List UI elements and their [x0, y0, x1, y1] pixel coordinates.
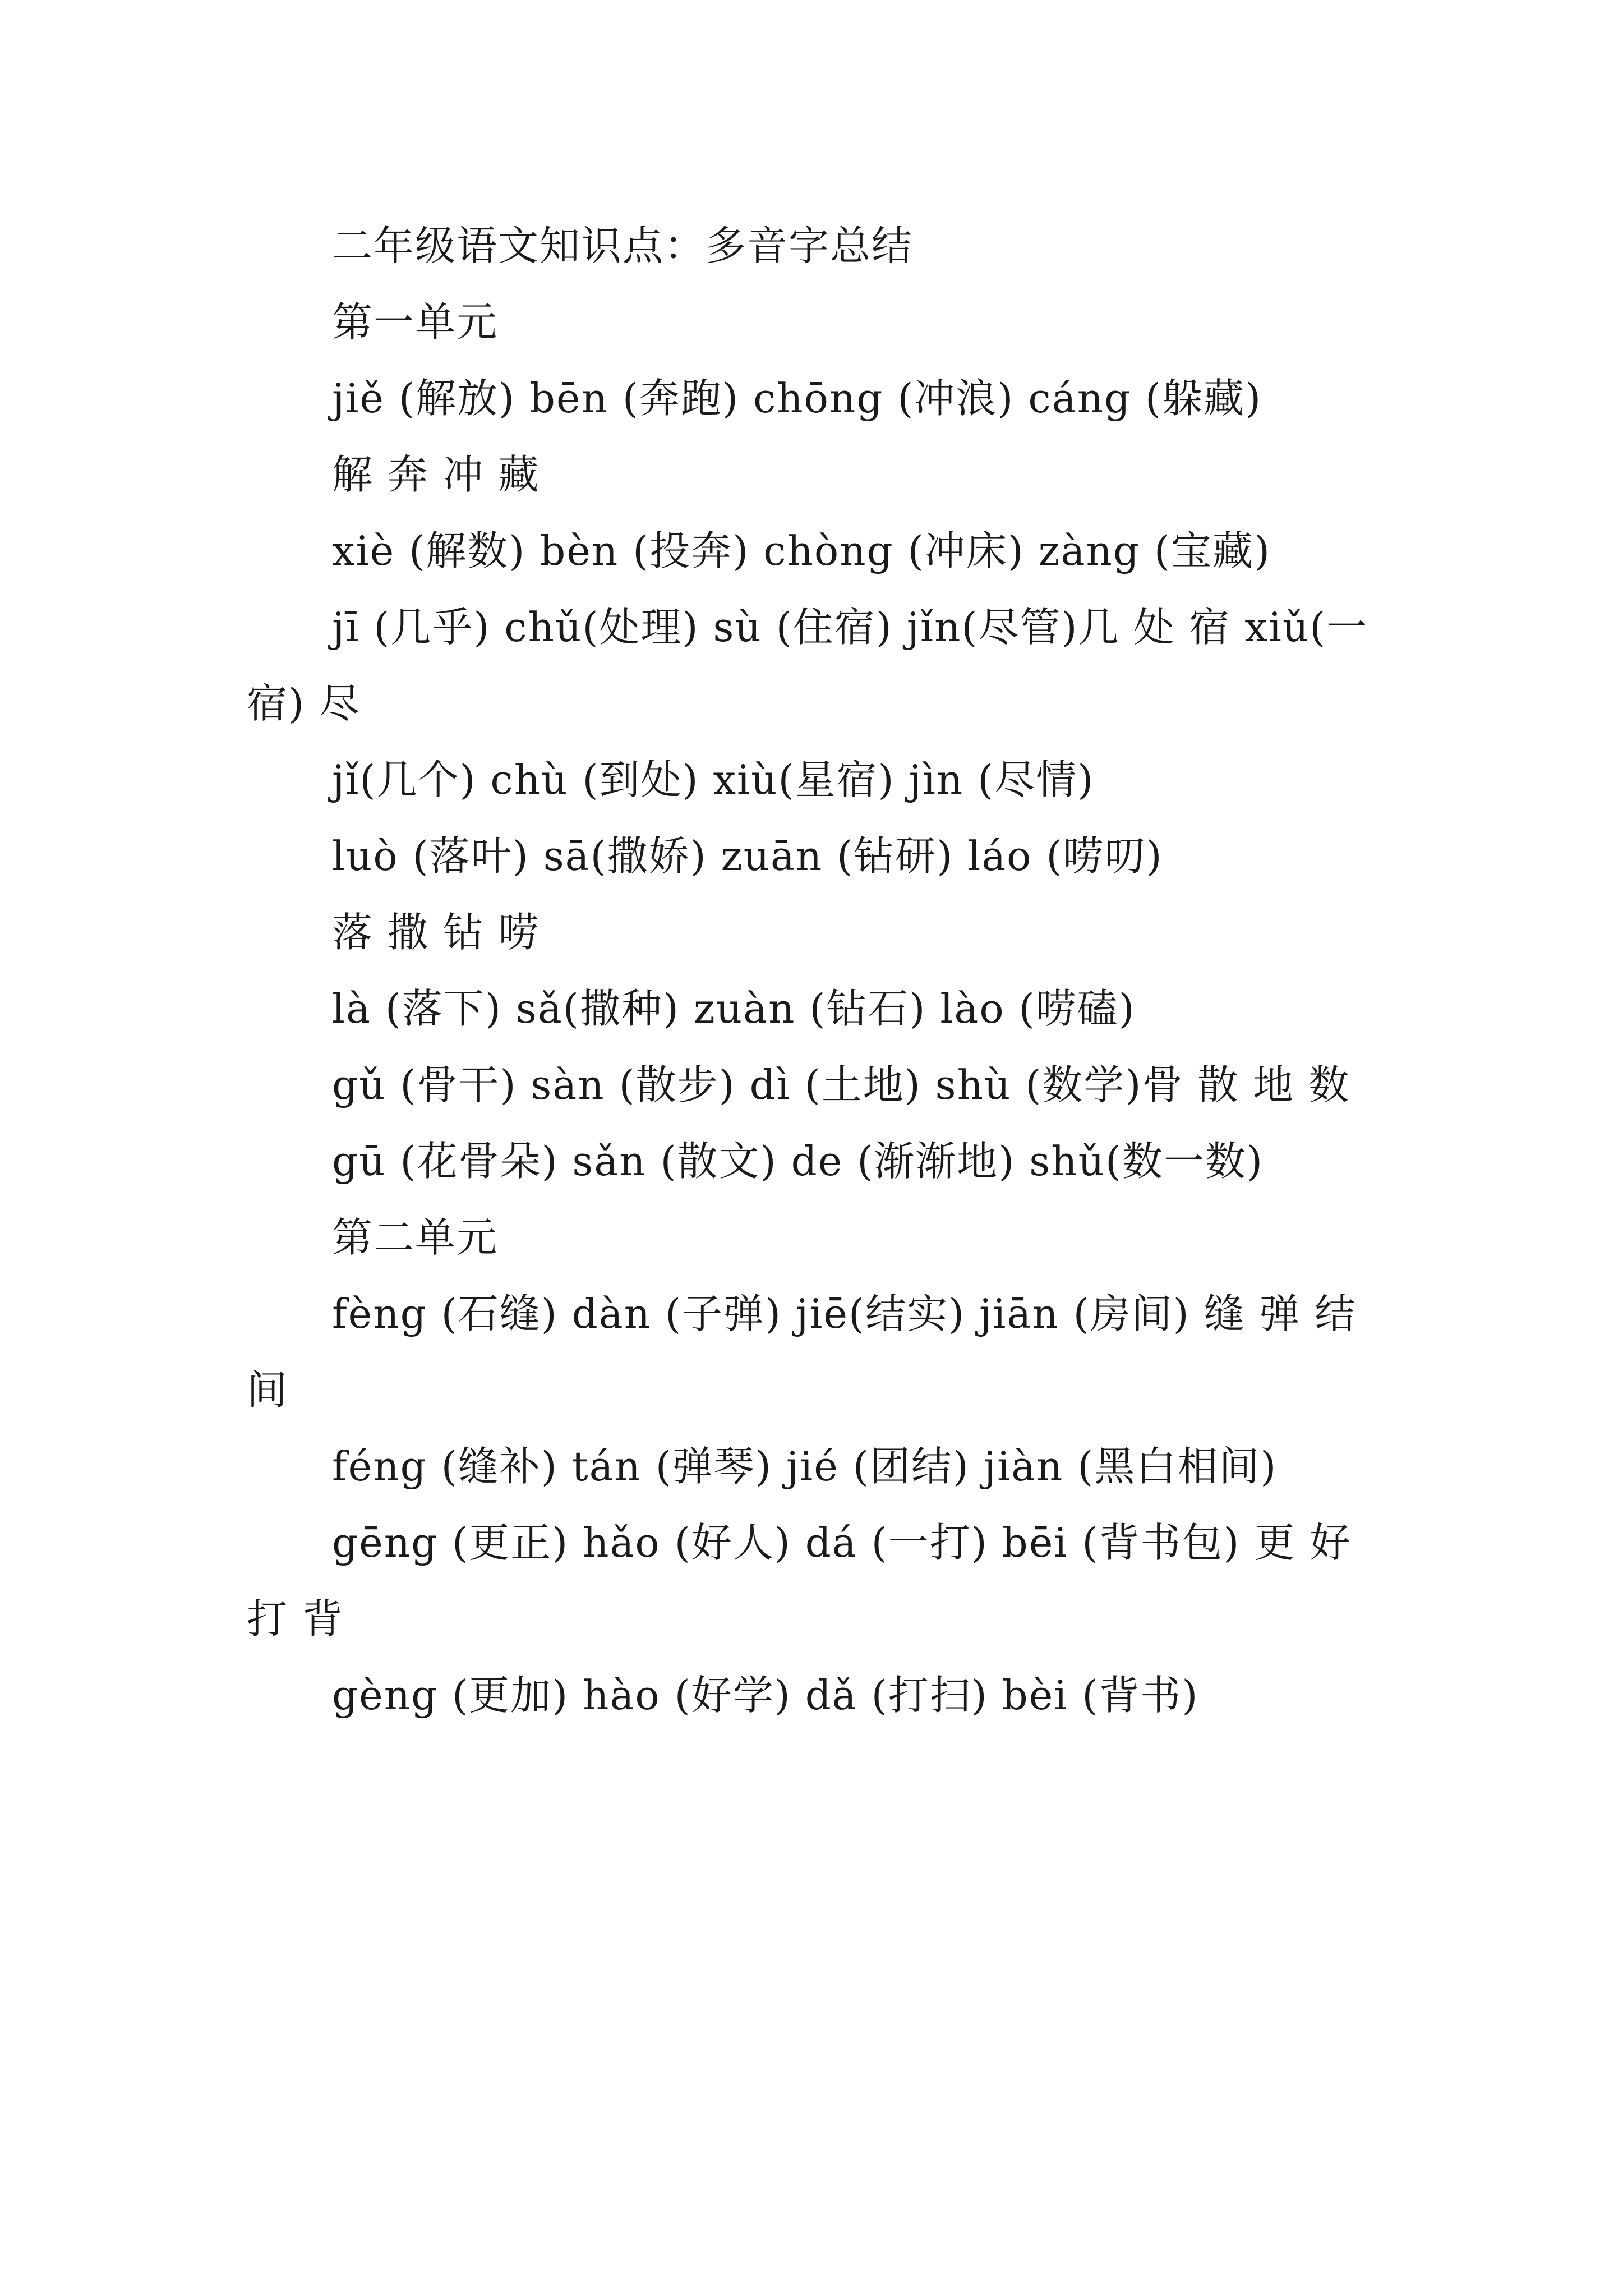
text-line: xiè (解数) bèn (投奔) chòng (冲床) zàng (宝藏): [332, 527, 1271, 574]
text-line: 解 奔 冲 藏: [332, 451, 540, 498]
text-line: gēng (更正) hǎo (好人) dá (一打) bēi (背书包) 更 好 打 背: [247, 1519, 1352, 1642]
text-line: luò (落叶) sā(撒娇) zuān (钻研) láo (唠叨): [332, 832, 1163, 880]
text-line: là (落下) sǎ(撒种) zuàn (钻石) lào (唠磕): [332, 985, 1136, 1032]
text-line: gū (花骨朵) sǎn (散文) de (渐渐地) shǔ(数一数): [332, 1138, 1264, 1185]
text-line: 落 撒 钻 唠: [332, 909, 540, 956]
text-line: jiě (解放) bēn (奔跑) chōng (冲浪) cáng (躲藏): [332, 375, 1262, 422]
text-line: gèng (更加) hào (好学) dǎ (打扫) bèi (背书): [332, 1672, 1199, 1719]
document-body: [247, 208, 1402, 1733]
text-line: jǐ(几个) chù (到处) xiù(星宿) jìn (尽情): [332, 756, 1095, 803]
unit-heading: 第一单元: [332, 298, 499, 346]
text-line: féng (缝补) tán (弹琴) jié (团结) jiàn (黑白相间): [332, 1443, 1278, 1490]
text-line: jī (几乎) chǔ(处理) sù (住宿) jǐn(尽管)几 处 宿 xiǔ(一宿) 尽: [247, 604, 1368, 727]
text-line: gǔ (骨干) sàn (散步) dì (土地) shù (数学)骨 散 地 数: [332, 1061, 1350, 1108]
text-line: fèng (石缝) dàn (子弹) jiē(结实) jiān (房间) 缝 弹 结 间: [247, 1290, 1357, 1414]
unit-heading: 第二单元: [332, 1214, 499, 1261]
document-title: 二年级语文知识点：多音字总结: [332, 222, 914, 269]
